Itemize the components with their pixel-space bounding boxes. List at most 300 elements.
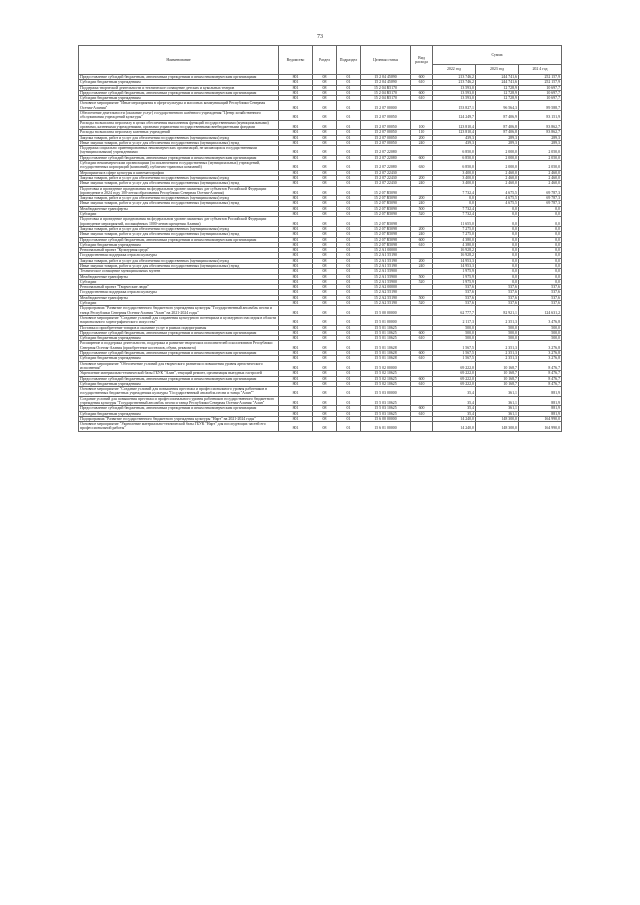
cell-razdel: 08 [313,135,337,140]
cell-target-article: 15 2 07 00050 [361,120,411,130]
cell-name: Предоставление субсидий бюджетным, автономным учреждениям и иным некоммерческим организациям [79,351,279,356]
cell-expense-type [411,146,433,156]
cell-year-2: 4 675,5 [476,186,519,196]
cell-ved: 801 [279,196,313,201]
cell-ved: 801 [279,232,313,237]
cell-name: Закупка товаров, работ и услуг для обеспечения государственных (муниципальных) нужд [79,196,279,201]
cell-expense-type [411,217,433,227]
cell-year-3: 0,0 [519,263,562,268]
table-row [79,422,562,432]
cell-target-article: 15 2 A1 55900 [361,269,411,274]
cell-year-2: 2 351,3 [476,351,519,356]
cell-year-1: 213 746,2 [433,75,476,80]
cell-podrazdel: 01 [337,295,361,300]
cell-year-1: 124 249,7 [433,111,476,121]
cell-ved: 801 [279,361,313,371]
cell-target-article: 15 2 07 R5090 [361,201,411,206]
cell-ved: 801 [279,111,313,121]
cell-razdel: 08 [313,285,337,290]
cell-ved: 801 [279,130,313,135]
cell-target-article: 15 2 04 R5170 [361,96,411,101]
cell-year-1: 2 117,3 [433,315,476,325]
cell-name: Субсидии бюджетным учреждениям [79,381,279,386]
cell-razdel: 08 [313,212,337,217]
cell-podrazdel: 01 [337,361,361,371]
cell-target-article: 15 2 A2 55190 [361,301,411,306]
cell-razdel: 08 [313,351,337,356]
cell-expense-type: 600 [411,75,433,80]
cell-razdel: 08 [313,80,337,85]
cell-year-2: 96 564,3 [476,101,519,111]
cell-target-article: 15 5 03 10625 [361,396,411,406]
cell-year-1: 1 567,5 [433,356,476,361]
cell-year-1: 3 400,0 [433,181,476,186]
cell-year-3: 0,0 [519,274,562,279]
cell-target-article: 15 2 07 R5098 [361,242,411,247]
cell-podrazdel: 01 [337,217,361,227]
cell-razdel: 08 [313,258,337,263]
cell-year-2: 289,3 [476,140,519,145]
cell-name: Предоставление субсидий бюджетным, автономным учреждениям и иным некоммерческим организациям [79,237,279,242]
cell-expense-type [411,396,433,406]
cell-year-1: 6 850,0 [433,155,476,160]
cell-expense-type: 610 [411,336,433,341]
cell-year-3: 252 157,9 [519,75,562,80]
cell-razdel: 08 [313,90,337,95]
cell-expense-type: 500 [411,206,433,211]
cell-year-1: 7 732,4 [433,212,476,217]
cell-year-2: 500,0 [476,325,519,330]
cell-razdel: 08 [313,130,337,135]
cell-year-1: 69 222,0 [433,381,476,386]
cell-name: Межбюджетные трансферты [79,206,279,211]
cell-razdel: 08 [313,242,337,247]
cell-year-3: 0,0 [519,253,562,258]
cell-ved: 801 [279,387,313,397]
cell-ved: 801 [279,175,313,180]
cell-target-article: 15 2 07 R5090 [361,186,411,196]
cell-target-article: 15 2 07 00050 [361,140,411,145]
cell-razdel: 08 [313,301,337,306]
cell-razdel: 08 [313,201,337,206]
cell-target-article: 15 2 04 45090 [361,80,411,85]
cell-razdel: 08 [313,422,337,432]
cell-podrazdel: 01 [337,341,361,351]
cell-year-1: 35,4 [433,411,476,416]
cell-name: Региональный проект "Культурная среда" [79,248,279,253]
cell-ved: 801 [279,315,313,325]
cell-expense-type: 500 [411,274,433,279]
cell-year-3: 289,3 [519,140,562,145]
cell-name: Мероприятия в сфере культуры и кинематографии [79,170,279,175]
cell-year-1: 213 746,2 [433,80,476,85]
cell-razdel: 08 [313,253,337,258]
cell-ved: 801 [279,226,313,231]
cell-year-2: 2 000,0 [476,146,519,156]
cell-razdel: 08 [313,186,337,196]
cell-target-article: 15 2 07 00050 [361,111,411,121]
cell-year-1: 35,4 [433,406,476,411]
cell-podrazdel: 01 [337,237,361,242]
cell-year-2: 0,0 [476,232,519,237]
cell-year-3: 0,0 [519,279,562,284]
cell-podrazdel: 01 [337,253,361,258]
cell-podrazdel: 01 [337,279,361,284]
cell-podrazdel: 01 [337,315,361,325]
cell-razdel: 08 [313,330,337,335]
cell-year-2: 361,1 [476,406,519,411]
cell-year-3: 8 476,7 [519,376,562,381]
cell-podrazdel: 01 [337,161,361,171]
cell-year-2: 500,0 [476,330,519,335]
cell-podrazdel: 01 [337,232,361,237]
cell-name: Подпрограмма "Развитие государственного бюджетного учреждения культуры "Государственный ансамбль песни и танца Республики Северная Осетия-Алания "Алан" на 2021-2024 годы" [79,306,279,316]
cell-name: Предоставление субсидий бюджетным, автономным учреждениям и иным некоммерческим организациям [79,406,279,411]
cell-target-article: 15 5 03 10625 [361,406,411,411]
cell-year-2: 87 406,8 [476,120,519,130]
cell-ved: 801 [279,80,313,85]
cell-year-3: 3 276,8 [519,356,562,361]
cell-year-2: 2 000,0 [476,155,519,160]
cell-ved: 801 [279,248,313,253]
cell-year-2: 2 000,0 [476,161,519,171]
cell-year-3: 10 697,7 [519,85,562,90]
cell-year-1: 69 222,0 [433,376,476,381]
cell-year-2: 361,1 [476,396,519,406]
cell-year-3: 537,6 [519,285,562,290]
cell-razdel: 08 [313,226,337,231]
cell-ved: 801 [279,285,313,290]
cell-name: Поддержка социально ориентированных некоммерческих организаций, не являющихся государственными (муниципальными) учреждениями [79,146,279,156]
header-year-2: 2023 год [476,65,519,75]
cell-target-article: 15 2 07 22080 [361,155,411,160]
cell-year-1: 14 953,3 [433,263,476,268]
cell-year-3: 0,0 [519,237,562,242]
cell-year-1: 1 567,5 [433,341,476,351]
cell-expense-type: 240 [411,232,433,237]
cell-podrazdel: 01 [337,120,361,130]
cell-year-1: 4 380,0 [433,242,476,247]
cell-razdel: 08 [313,232,337,237]
cell-ved: 801 [279,258,313,263]
cell-target-article: 15 2 07 22430 [361,170,411,175]
cell-year-1: 537,6 [433,295,476,300]
cell-year-1: 439,3 [433,140,476,145]
cell-ved: 801 [279,161,313,171]
cell-year-2: 12 728,9 [476,96,519,101]
cell-name: Расширение и поддержка деятельности, поддержка и развитие творческих исполнителей и коллективов Республики Северная Осетия-Алания (приобретение костюмов, обуви, реквизита) [79,341,279,351]
cell-razdel: 08 [313,263,337,268]
cell-name: Субсидии [79,301,279,306]
cell-year-3: 3 276,8 [519,341,562,351]
cell-year-1: 0,0 [433,196,476,201]
cell-ved: 801 [279,237,313,242]
cell-year-3: 881,9 [519,411,562,416]
cell-year-3: 124 631,2 [519,306,562,316]
table-row [79,361,562,371]
cell-podrazdel: 01 [337,306,361,316]
cell-year-3: 2 460,0 [519,181,562,186]
cell-razdel: 08 [313,140,337,145]
cell-ved: 801 [279,279,313,284]
cell-target-article: 15 2 A1 55900 [361,279,411,284]
cell-podrazdel: 01 [337,75,361,80]
cell-podrazdel: 01 [337,96,361,101]
cell-name: Техническое оснащение муниципальных музеев [79,269,279,274]
cell-year-2: 10 168,7 [476,371,519,376]
cell-razdel: 08 [313,175,337,180]
cell-year-1: 1 975,9 [433,279,476,284]
cell-name: Поставка и приобретение товаров и оказание услуг в рамках подпрограммы [79,325,279,330]
cell-year-1: 500,0 [433,325,476,330]
cell-razdel: 08 [313,181,337,186]
cell-target-article: 15 2 04 R5170 [361,85,411,90]
cell-year-1: 7 275,0 [433,226,476,231]
cell-expense-type: 240 [411,140,433,145]
cell-ved: 801 [279,351,313,356]
header-expense-type: Вид расхода [411,46,433,75]
cell-razdel: 08 [313,325,337,330]
cell-year-3: 289,3 [519,135,562,140]
cell-expense-type: 500 [411,295,433,300]
cell-expense-type: 600 [411,155,433,160]
cell-year-3: 0,0 [519,212,562,217]
cell-year-3: 252 157,9 [519,80,562,85]
cell-name: Иные закупки товаров, работ и услуг для обеспечения государственных (муниципальных) нужд [79,232,279,237]
cell-year-2: 12 728,9 [476,90,519,95]
cell-expense-type: 610 [411,96,433,101]
cell-year-2: 4 675,5 [476,201,519,206]
cell-expense-type: 600 [411,90,433,95]
cell-expense-type: 110 [411,130,433,135]
cell-year-2: 361,1 [476,411,519,416]
cell-year-3: 537,6 [519,295,562,300]
cell-name: Основное мероприятие "Создание условий для сохранения культурного потенциала и культурного наследия в области национального хореографического искусства" [79,315,279,325]
cell-year-1: 16 928,2 [433,253,476,258]
cell-podrazdel: 01 [337,196,361,201]
cell-target-article: 15 2 A2 00000 [361,285,411,290]
cell-razdel: 08 [313,361,337,371]
cell-target-article: 15 5 02 10625 [361,371,411,376]
cell-podrazdel: 01 [337,356,361,361]
cell-year-2: 2 351,3 [476,356,519,361]
cell-name: Предоставление субсидий бюджетным, автономным учреждениям и иным некоммерческим организациям [79,155,279,160]
header-ved: Ведомство [279,46,313,75]
cell-ved: 801 [279,120,313,130]
cell-ved: 801 [279,201,313,206]
cell-year-1: 4 380,0 [433,237,476,242]
cell-year-3: 2 050,0 [519,146,562,156]
cell-target-article: 15 2 04 45090 [361,75,411,80]
cell-podrazdel: 01 [337,387,361,397]
cell-year-3: 89 588,7 [519,101,562,111]
cell-expense-type: 600 [411,330,433,335]
cell-year-3: 881,9 [519,387,562,397]
cell-expense-type: 600 [411,351,433,356]
cell-target-article: 15 2 07 R5098 [361,226,411,231]
cell-ved: 801 [279,263,313,268]
cell-year-1: 3 400,0 [433,170,476,175]
cell-name: Иные закупки товаров, работ и услуг для обеспечения государственных (муниципальных) нужд [79,140,279,145]
cell-ved: 801 [279,146,313,156]
header-year-1: 2022 год [433,65,476,75]
cell-expense-type [411,387,433,397]
cell-razdel: 08 [313,341,337,351]
cell-podrazdel: 01 [337,411,361,416]
cell-name: Закупка товаров, работ и услуг для обеспечения государственных (муниципальных) нужд [79,226,279,231]
cell-ved: 801 [279,75,313,80]
cell-razdel: 08 [313,96,337,101]
cell-name: Субсидии бюджетным учреждениям [79,336,279,341]
cell-year-2: 244 741,6 [476,80,519,85]
cell-target-article: 15 2 07 R5090 [361,206,411,211]
cell-podrazdel: 01 [337,371,361,376]
cell-year-2: 4 675,5 [476,196,519,201]
cell-year-1: 500,0 [433,336,476,341]
cell-ved: 801 [279,376,313,381]
cell-year-2: 0,0 [476,279,519,284]
cell-name: Государственная поддержка отрасли культуры [79,253,279,258]
cell-target-article: 15 5 00 00000 [361,306,411,316]
cell-razdel: 08 [313,306,337,316]
header-razdel: Раздел [313,46,337,75]
cell-name: Субсидии бюджетным учреждениям [79,80,279,85]
cell-year-1: 0,0 [433,201,476,206]
cell-razdel: 08 [313,381,337,386]
cell-razdel: 08 [313,248,337,253]
cell-year-2: 289,3 [476,135,519,140]
cell-podrazdel: 01 [337,381,361,386]
cell-year-3: 10 697,7 [519,90,562,95]
cell-year-3: 537,6 [519,301,562,306]
cell-year-1: 537,6 [433,301,476,306]
header-podrazdel: Подраздел [337,46,361,75]
cell-year-2: 0,0 [476,217,519,227]
cell-year-1: 14 240,0 [433,416,476,421]
cell-target-article: 15 2 A1 55900 [361,274,411,279]
cell-ved: 801 [279,96,313,101]
cell-razdel: 08 [313,315,337,325]
cell-year-2: 82 921,1 [476,306,519,316]
page-number: 73 [317,34,323,40]
cell-year-2: 0,0 [476,226,519,231]
cell-year-2: 0,0 [476,269,519,274]
cell-name: Расходы на выплаты персоналу казенных учреждений [79,130,279,135]
cell-year-2: 244 741,6 [476,75,519,80]
cell-razdel: 08 [313,101,337,111]
cell-name: Предоставление субсидий бюджетным, автономным учреждениям и иным некоммерческим организациям [79,330,279,335]
cell-expense-type: 240 [411,263,433,268]
cell-year-1: 13 593,0 [433,90,476,95]
table-row [79,186,562,196]
cell-target-article: 15 2 07 22430 [361,175,411,180]
cell-year-3: 0,0 [519,206,562,211]
cell-target-article: 15 2 07 00050 [361,135,411,140]
cell-ved: 801 [279,325,313,330]
cell-podrazdel: 01 [337,248,361,253]
cell-ved: 801 [279,306,313,316]
cell-year-1: 7 275,0 [433,232,476,237]
cell-year-3: 2 460,0 [519,175,562,180]
cell-target-article: 15 2 07 R5098 [361,232,411,237]
cell-ved: 801 [279,101,313,111]
cell-ved: 801 [279,371,313,376]
cell-ved: 801 [279,416,313,421]
cell-target-article: 15 2 A1 55190 [361,263,411,268]
cell-target-article: 15 6 01 00000 [361,422,411,432]
cell-ved: 801 [279,181,313,186]
cell-podrazdel: 01 [337,376,361,381]
cell-name: Укрепление материально-технической базы ГБУК "Алан", текущий ремонт, организация выездных гастролей [79,371,279,376]
cell-podrazdel: 01 [337,85,361,90]
cell-name: Подготовка и проведение празднования на федеральном уровне памятных дат субъектов Российской Федерации (проведение в 2024 году 100-летия образования Республики Северная Осетия-Алания) [79,186,279,196]
cell-year-3: 8 476,7 [519,361,562,371]
cell-podrazdel: 01 [337,206,361,211]
cell-year-3: 8 476,7 [519,371,562,376]
cell-name: Обеспечение деятельности (оказание услуг) государственного казённого учреждения "Центр хозяйственного обслуживания учреждений культуры" [79,111,279,121]
cell-ved: 801 [279,85,313,90]
cell-podrazdel: 01 [337,416,361,421]
cell-podrazdel: 01 [337,212,361,217]
cell-expense-type [411,315,433,325]
cell-podrazdel: 01 [337,336,361,341]
cell-ved: 801 [279,411,313,416]
cell-target-article: 15 2 07 R5090 [361,196,411,201]
cell-year-3: 0,0 [519,242,562,247]
cell-year-1: 35,4 [433,387,476,397]
cell-year-1: 1 975,9 [433,274,476,279]
cell-year-3: 164 990,0 [519,416,562,421]
cell-podrazdel: 01 [337,269,361,274]
cell-ved: 801 [279,341,313,351]
table-row [79,396,562,406]
cell-year-3: 2 460,0 [519,170,562,175]
cell-target-article: 15 5 02 10625 [361,376,411,381]
cell-ved: 801 [279,356,313,361]
cell-ved: 801 [279,140,313,145]
cell-year-2: 537,6 [476,301,519,306]
cell-target-article: 15 5 02 10625 [361,381,411,386]
cell-target-article: 15 2 07 22080 [361,161,411,171]
cell-year-1: 14 953,3 [433,258,476,263]
cell-year-1: 62 777,7 [433,306,476,316]
header-target-article: Целевая статья [361,46,411,75]
cell-razdel: 08 [313,146,337,156]
cell-ved: 801 [279,170,313,175]
cell-razdel: 08 [313,396,337,406]
cell-razdel: 08 [313,295,337,300]
cell-year-2: 0,0 [476,237,519,242]
cell-year-1: 13 593,0 [433,96,476,101]
table-row [79,120,562,130]
cell-name: Межбюджетные трансферты [79,295,279,300]
cell-razdel: 08 [313,371,337,376]
cell-expense-type [411,186,433,196]
cell-year-2: 2 460,0 [476,170,519,175]
cell-podrazdel: 01 [337,396,361,406]
cell-expense-type: 200 [411,175,433,180]
cell-year-2: 148 300,0 [476,422,519,432]
cell-expense-type: 610 [411,381,433,386]
cell-name: Предоставление субсидий бюджетным, автономным учреждениям и иным некоммерческим организациям [79,90,279,95]
cell-year-2: 87 406,8 [476,130,519,135]
cell-year-1: 123 810,4 [433,130,476,135]
cell-name: Основное мероприятие "Создание условий для повышения престижа и профессионального уровня работников в государственных бюджетных учреждениях культуры "Государственный ансамбль песни и танца "Алан"" [79,387,279,397]
cell-name: Создание условий для повышения престижа и профессионального уровня работников государственного бюджетного учреждения культуры "Государственный ансамбль песни и танца Республики Северная Осетия-Алания "Алан" [79,396,279,406]
cell-year-3: 0,0 [519,232,562,237]
cell-target-article: 15 5 02 00000 [361,361,411,371]
cell-name: Субсидии бюджетным учреждениям [79,356,279,361]
